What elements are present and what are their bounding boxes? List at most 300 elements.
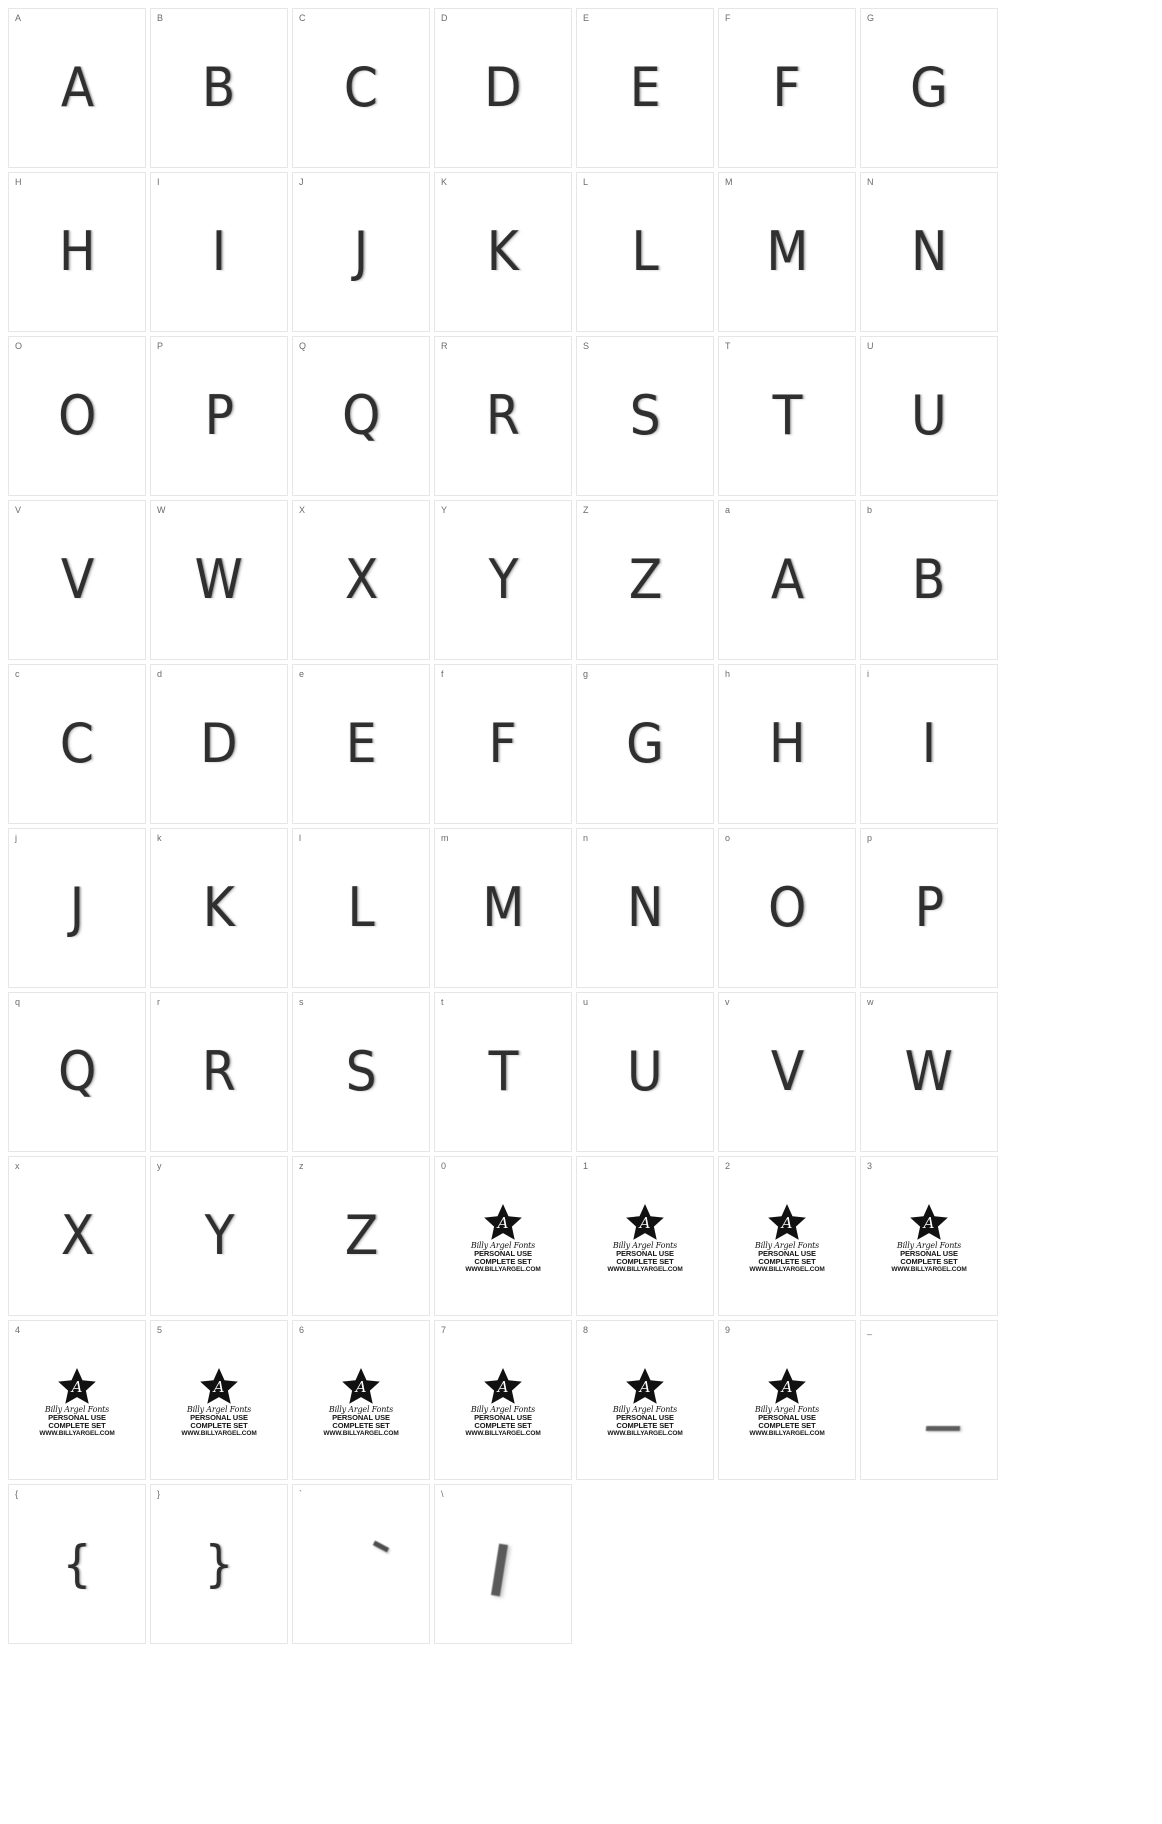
glyph-key-label: u xyxy=(583,997,589,1007)
glyph-key-label: E xyxy=(583,13,590,23)
glyph-key-label: M xyxy=(725,177,733,187)
glyph-character: I xyxy=(921,712,937,775)
glyph-preview xyxy=(719,829,855,987)
glyph-character: M xyxy=(766,220,808,283)
glyph-key-label: z xyxy=(299,1161,304,1171)
glyph-character: P xyxy=(914,876,944,939)
glyph-key-label: K xyxy=(441,177,448,187)
glyph-character: N xyxy=(626,876,664,939)
glyph-preview xyxy=(719,665,855,823)
watermark-url: WWW.BILLYARGEL.COM xyxy=(607,1266,683,1274)
glyph-character: O xyxy=(57,384,97,447)
glyph-cell[interactable] xyxy=(434,172,572,332)
glyph-character: V xyxy=(60,548,94,611)
glyph-key-label: P xyxy=(157,341,164,351)
glyph-character: Q xyxy=(57,1040,97,1103)
glyph-preview xyxy=(577,1321,713,1479)
glyph-key-label: _ xyxy=(867,1325,873,1335)
glyph-cell[interactable] xyxy=(718,172,856,332)
glyph-key-label: G xyxy=(867,13,875,23)
glyph-preview xyxy=(9,829,145,987)
glyph-key-label: t xyxy=(441,997,444,1007)
glyph-cell[interactable] xyxy=(434,500,572,660)
glyph-preview xyxy=(293,9,429,167)
glyph-character: G xyxy=(626,712,664,775)
watermark-line-1: PERSONAL USE xyxy=(616,1413,674,1423)
svg-text:A: A xyxy=(497,1213,509,1232)
glyph-preview xyxy=(435,1485,571,1643)
watermark-line-2: COMPLETE SET xyxy=(474,1257,532,1267)
glyph-character: A xyxy=(60,56,94,119)
glyph-preview xyxy=(9,1157,145,1315)
glyph-preview xyxy=(151,173,287,331)
star-badge-icon xyxy=(909,1203,949,1241)
glyph-preview xyxy=(293,1321,429,1479)
watermark-line-1: PERSONAL USE xyxy=(190,1413,248,1423)
glyph-preview xyxy=(719,337,855,495)
glyph-character: E xyxy=(345,712,377,775)
glyph-cell[interactable] xyxy=(860,500,998,660)
glyph-cell[interactable] xyxy=(434,828,572,988)
glyph-character: E xyxy=(629,56,661,119)
glyph-cell[interactable] xyxy=(292,8,430,168)
watermark-block xyxy=(323,1367,398,1438)
glyph-cell[interactable] xyxy=(8,1156,146,1316)
glyph-preview xyxy=(435,501,571,659)
glyph-key-label: A xyxy=(15,13,22,23)
watermark-block xyxy=(749,1203,824,1274)
watermark-line-2: COMPLETE SET xyxy=(900,1257,958,1267)
watermark-line-2: COMPLETE SET xyxy=(332,1421,390,1431)
glyph-character: J xyxy=(69,876,85,939)
glyph-character: H xyxy=(768,712,806,775)
glyph-preview xyxy=(861,1321,997,1479)
glyph-preview xyxy=(577,993,713,1151)
glyph-key-label: \ xyxy=(441,1489,444,1499)
glyph-cell[interactable] xyxy=(576,992,714,1152)
glyph-cell[interactable] xyxy=(576,664,714,824)
glyph-character: C xyxy=(344,56,378,119)
glyph-cell[interactable] xyxy=(8,992,146,1152)
glyph-cell[interactable] xyxy=(576,336,714,496)
glyph-preview xyxy=(719,1321,855,1479)
glyph-key-label: L xyxy=(583,177,589,187)
glyph-cell[interactable] xyxy=(860,664,998,824)
glyph-key-label: o xyxy=(725,833,731,843)
star-badge-icon xyxy=(199,1367,239,1405)
glyph-character: D xyxy=(484,56,522,119)
glyph-character: U xyxy=(627,1040,663,1103)
watermark-line-1: PERSONAL USE xyxy=(332,1413,390,1423)
glyph-cell[interactable] xyxy=(718,664,856,824)
glyph-preview xyxy=(435,1157,571,1315)
glyph-key-label: J xyxy=(299,177,304,187)
svg-text:A: A xyxy=(213,1377,225,1396)
glyph-character: O xyxy=(767,876,807,939)
glyph-cell[interactable] xyxy=(860,336,998,496)
glyph-key-label: Q xyxy=(299,341,307,351)
grave-accent-mark xyxy=(373,1540,389,1552)
glyph-cell[interactable] xyxy=(292,828,430,988)
glyph-cell[interactable] xyxy=(718,992,856,1152)
glyph-key-label: F xyxy=(725,13,731,23)
glyph-preview xyxy=(719,501,855,659)
glyph-cell[interactable] xyxy=(860,172,998,332)
glyph-cell[interactable] xyxy=(576,8,714,168)
watermark-brand: Billy Argel Fonts xyxy=(896,1240,962,1250)
star-badge-icon xyxy=(625,1203,665,1241)
watermark-line-1: PERSONAL USE xyxy=(48,1413,106,1423)
glyph-key-label: T xyxy=(725,341,731,351)
glyph-preview xyxy=(861,337,997,495)
glyph-character: R xyxy=(202,1040,236,1103)
watermark-line-2: COMPLETE SET xyxy=(190,1421,248,1431)
glyph-cell[interactable] xyxy=(718,8,856,168)
glyph-cell[interactable] xyxy=(292,1156,430,1316)
svg-text:A: A xyxy=(923,1213,935,1232)
glyph-key-label: x xyxy=(15,1161,20,1171)
glyph-preview xyxy=(435,665,571,823)
glyph-key-label: p xyxy=(867,833,873,843)
glyph-cell[interactable] xyxy=(8,664,146,824)
glyph-key-label: v xyxy=(725,997,730,1007)
glyph-character: Z xyxy=(628,548,662,611)
glyph-key-label: a xyxy=(725,505,731,515)
star-badge-icon xyxy=(483,1203,523,1241)
glyph-key-label: y xyxy=(157,1161,162,1171)
glyph-cell[interactable] xyxy=(434,8,572,168)
glyph-preview xyxy=(861,665,997,823)
watermark-line-2: COMPLETE SET xyxy=(758,1421,816,1431)
watermark-line-2: COMPLETE SET xyxy=(616,1421,674,1431)
glyph-preview xyxy=(435,829,571,987)
glyph-cell[interactable] xyxy=(292,500,430,660)
glyph-preview xyxy=(577,665,713,823)
glyph-key-label: 1 xyxy=(583,1161,589,1171)
glyph-preview xyxy=(719,1157,855,1315)
glyph-character: F xyxy=(773,56,801,119)
glyph-character: J xyxy=(353,220,369,283)
glyph-character: Y xyxy=(204,1204,234,1267)
glyph-key-label: X xyxy=(299,505,306,515)
glyph-cell[interactable] xyxy=(150,1156,288,1316)
glyph-key-label: ` xyxy=(299,1489,303,1499)
glyph-key-label: 5 xyxy=(157,1325,163,1335)
watermark-url: WWW.BILLYARGEL.COM xyxy=(749,1266,825,1274)
glyph-cell[interactable] xyxy=(150,1320,288,1480)
glyph-key-label: 8 xyxy=(583,1325,589,1335)
glyph-character: S xyxy=(629,384,661,447)
star-badge-icon xyxy=(767,1203,807,1241)
watermark-brand: Billy Argel Fonts xyxy=(470,1404,536,1414)
glyph-cell[interactable] xyxy=(576,172,714,332)
glyph-preview xyxy=(719,173,855,331)
glyph-preview xyxy=(9,173,145,331)
glyph-character: Y xyxy=(488,548,518,611)
watermark-block xyxy=(607,1367,682,1438)
glyph-cell[interactable] xyxy=(434,1320,572,1480)
glyph-preview xyxy=(577,337,713,495)
glyph-preview xyxy=(293,501,429,659)
glyph-cell[interactable] xyxy=(8,1484,146,1644)
glyph-cell[interactable] xyxy=(8,828,146,988)
glyph-preview xyxy=(435,1321,571,1479)
glyph-character: G xyxy=(910,56,948,119)
watermark-url: WWW.BILLYARGEL.COM xyxy=(749,1430,825,1438)
watermark-url: WWW.BILLYARGEL.COM xyxy=(607,1430,683,1438)
glyph-cell[interactable] xyxy=(150,992,288,1152)
watermark-brand: Billy Argel Fonts xyxy=(754,1404,820,1414)
glyph-cell[interactable] xyxy=(292,336,430,496)
glyph-key-label: d xyxy=(157,669,163,679)
glyph-cell[interactable] xyxy=(150,1484,288,1644)
glyph-character: Q xyxy=(341,384,381,447)
glyph-key-label: H xyxy=(15,177,22,187)
glyph-character: H xyxy=(58,220,96,283)
glyph-preview xyxy=(293,1157,429,1315)
glyph-character: B xyxy=(912,548,946,611)
glyph-preview xyxy=(151,665,287,823)
glyph-preview xyxy=(151,1321,287,1479)
watermark-url: WWW.BILLYARGEL.COM xyxy=(39,1430,115,1438)
glyph-preview xyxy=(293,173,429,331)
glyph-key-label: m xyxy=(441,833,449,843)
glyph-cell[interactable] xyxy=(576,828,714,988)
watermark-url: WWW.BILLYARGEL.COM xyxy=(465,1266,541,1274)
glyph-cell[interactable] xyxy=(718,336,856,496)
watermark-url: WWW.BILLYARGEL.COM xyxy=(465,1430,541,1438)
glyph-key-label: W xyxy=(157,505,166,515)
glyph-cell[interactable] xyxy=(434,1156,572,1316)
glyph-cell[interactable] xyxy=(576,1320,714,1480)
glyph-cell[interactable] xyxy=(8,1320,146,1480)
watermark-brand: Billy Argel Fonts xyxy=(328,1404,394,1414)
glyph-cell[interactable] xyxy=(434,992,572,1152)
glyph-cell[interactable] xyxy=(292,992,430,1152)
glyph-cell[interactable] xyxy=(718,828,856,988)
glyph-cell[interactable] xyxy=(434,1484,572,1644)
watermark-line-2: COMPLETE SET xyxy=(616,1257,674,1267)
watermark-line-2: COMPLETE SET xyxy=(758,1257,816,1267)
glyph-key-label: w xyxy=(867,997,874,1007)
watermark-line-1: PERSONAL USE xyxy=(616,1249,674,1259)
glyph-key-label: i xyxy=(867,669,870,679)
glyph-cell[interactable] xyxy=(292,172,430,332)
watermark-brand: Billy Argel Fonts xyxy=(612,1404,678,1414)
glyph-cell[interactable] xyxy=(434,664,572,824)
glyph-preview xyxy=(577,1157,713,1315)
glyph-character: R xyxy=(486,384,520,447)
glyph-character: M xyxy=(482,876,524,939)
glyph-preview xyxy=(151,993,287,1151)
glyph-key-label: 2 xyxy=(725,1161,731,1171)
glyph-key-label: n xyxy=(583,833,589,843)
glyph-cell[interactable] xyxy=(434,336,572,496)
glyph-cell[interactable] xyxy=(860,1156,998,1316)
watermark-block xyxy=(181,1367,256,1438)
star-badge-icon xyxy=(57,1367,97,1405)
glyph-cell[interactable] xyxy=(8,500,146,660)
glyph-key-label: C xyxy=(299,13,306,23)
glyph-preview xyxy=(435,337,571,495)
glyph-key-label: 7 xyxy=(441,1325,447,1335)
glyph-character: W xyxy=(194,548,244,611)
glyph-character: W xyxy=(904,1040,954,1103)
glyph-cell[interactable] xyxy=(8,172,146,332)
glyph-cell[interactable] xyxy=(150,828,288,988)
glyph-cell[interactable] xyxy=(860,1320,998,1480)
watermark-line-2: COMPLETE SET xyxy=(48,1421,106,1431)
glyph-character: V xyxy=(770,1040,804,1103)
watermark-line-2: COMPLETE SET xyxy=(474,1421,532,1431)
glyph-preview xyxy=(293,829,429,987)
glyph-preview xyxy=(151,1485,287,1643)
glyph-key-label: R xyxy=(441,341,448,351)
glyph-key-label: e xyxy=(299,669,305,679)
glyph-character: L xyxy=(347,876,375,939)
glyph-preview xyxy=(151,9,287,167)
glyph-key-label: r xyxy=(157,997,161,1007)
glyph-key-label: Z xyxy=(583,505,589,515)
star-badge-icon xyxy=(767,1367,807,1405)
glyph-key-label: l xyxy=(299,833,302,843)
glyph-preview xyxy=(577,501,713,659)
glyph-cell[interactable] xyxy=(150,336,288,496)
watermark-block xyxy=(465,1203,540,1274)
glyph-preview xyxy=(861,1157,997,1315)
svg-text:A: A xyxy=(781,1213,793,1232)
glyph-key-label: 4 xyxy=(15,1325,21,1335)
glyph-cell[interactable] xyxy=(860,828,998,988)
glyph-character: P xyxy=(204,384,234,447)
glyph-preview xyxy=(861,173,997,331)
backslash-mark xyxy=(490,1544,507,1597)
glyph-preview xyxy=(719,9,855,167)
glyph-character: B xyxy=(202,56,236,119)
glyph-preview xyxy=(293,993,429,1151)
glyph-cell[interactable] xyxy=(292,1484,430,1644)
watermark-brand: Billy Argel Fonts xyxy=(470,1240,536,1250)
glyph-preview xyxy=(861,501,997,659)
glyph-key-label: 9 xyxy=(725,1325,731,1335)
glyph-cell[interactable] xyxy=(718,1156,856,1316)
glyph-key-label: { xyxy=(15,1489,19,1499)
glyph-key-label: k xyxy=(157,833,162,843)
glyph-key-label: s xyxy=(299,997,304,1007)
watermark-block xyxy=(39,1367,114,1438)
watermark-brand: Billy Argel Fonts xyxy=(186,1404,252,1414)
glyph-cell[interactable] xyxy=(576,1156,714,1316)
glyph-key-label: q xyxy=(15,997,21,1007)
glyph-character: D xyxy=(200,712,238,775)
glyph-cell[interactable] xyxy=(150,664,288,824)
watermark-line-1: PERSONAL USE xyxy=(758,1413,816,1423)
glyph-cell[interactable] xyxy=(150,500,288,660)
glyph-preview xyxy=(861,993,997,1151)
svg-text:A: A xyxy=(781,1377,793,1396)
watermark-block xyxy=(465,1367,540,1438)
glyph-preview xyxy=(293,1485,429,1643)
glyph-cell[interactable] xyxy=(8,336,146,496)
watermark-url: WWW.BILLYARGEL.COM xyxy=(181,1430,257,1438)
glyph-cell[interactable] xyxy=(718,500,856,660)
glyph-cell[interactable] xyxy=(8,8,146,168)
glyph-key-label: U xyxy=(867,341,874,351)
glyph-key-label: 3 xyxy=(867,1161,873,1171)
glyph-key-label: N xyxy=(867,177,874,187)
watermark-brand: Billy Argel Fonts xyxy=(44,1404,110,1414)
glyph-character: T xyxy=(772,384,802,447)
glyph-preview xyxy=(9,501,145,659)
glyph-character: U xyxy=(911,384,947,447)
glyph-character: I xyxy=(211,220,227,283)
watermark-line-1: PERSONAL USE xyxy=(474,1249,532,1259)
glyph-key-label: h xyxy=(725,669,731,679)
glyph-key-label: b xyxy=(867,505,873,515)
glyph-preview xyxy=(293,665,429,823)
glyph-preview xyxy=(577,9,713,167)
watermark-block xyxy=(607,1203,682,1274)
glyph-preview xyxy=(9,665,145,823)
glyph-key-label: 6 xyxy=(299,1325,305,1335)
glyph-preview xyxy=(151,829,287,987)
star-badge-icon xyxy=(341,1367,381,1405)
star-badge-icon xyxy=(483,1367,523,1405)
glyph-key-label: Y xyxy=(441,505,448,515)
glyph-cell[interactable] xyxy=(718,1320,856,1480)
glyph-character: L xyxy=(631,220,659,283)
glyph-preview xyxy=(293,337,429,495)
glyph-key-label: f xyxy=(441,669,444,679)
glyph-character: S xyxy=(345,1040,377,1103)
glyph-cell[interactable] xyxy=(150,172,288,332)
watermark-block xyxy=(891,1203,966,1274)
glyph-preview xyxy=(9,337,145,495)
underscore-mark xyxy=(926,1426,961,1431)
watermark-line-1: PERSONAL USE xyxy=(900,1249,958,1259)
glyph-character: { xyxy=(62,1535,92,1593)
glyph-preview xyxy=(151,337,287,495)
glyph-preview xyxy=(861,9,997,167)
svg-text:A: A xyxy=(71,1377,83,1396)
glyph-cell[interactable] xyxy=(576,500,714,660)
glyph-cell[interactable] xyxy=(860,8,998,168)
glyph-key-label: V xyxy=(15,505,22,515)
glyph-character: T xyxy=(488,1040,518,1103)
glyph-preview xyxy=(151,1157,287,1315)
glyph-cell[interactable] xyxy=(292,664,430,824)
glyph-cell[interactable] xyxy=(150,8,288,168)
star-badge-icon xyxy=(625,1367,665,1405)
glyph-key-label: D xyxy=(441,13,448,23)
glyph-preview xyxy=(861,829,997,987)
watermark-brand: Billy Argel Fonts xyxy=(612,1240,678,1250)
glyph-character: F xyxy=(489,712,517,775)
glyph-cell[interactable] xyxy=(860,992,998,1152)
glyph-preview xyxy=(435,993,571,1151)
glyph-character: X xyxy=(60,1204,94,1267)
watermark-brand: Billy Argel Fonts xyxy=(754,1240,820,1250)
glyph-cell[interactable] xyxy=(292,1320,430,1480)
watermark-block xyxy=(749,1367,824,1438)
glyph-key-label: S xyxy=(583,341,590,351)
glyph-preview xyxy=(151,501,287,659)
svg-text:A: A xyxy=(639,1213,651,1232)
glyph-key-label: 0 xyxy=(441,1161,447,1171)
svg-text:A: A xyxy=(497,1377,509,1396)
glyph-character: K xyxy=(203,876,235,939)
glyph-key-label: I xyxy=(157,177,160,187)
